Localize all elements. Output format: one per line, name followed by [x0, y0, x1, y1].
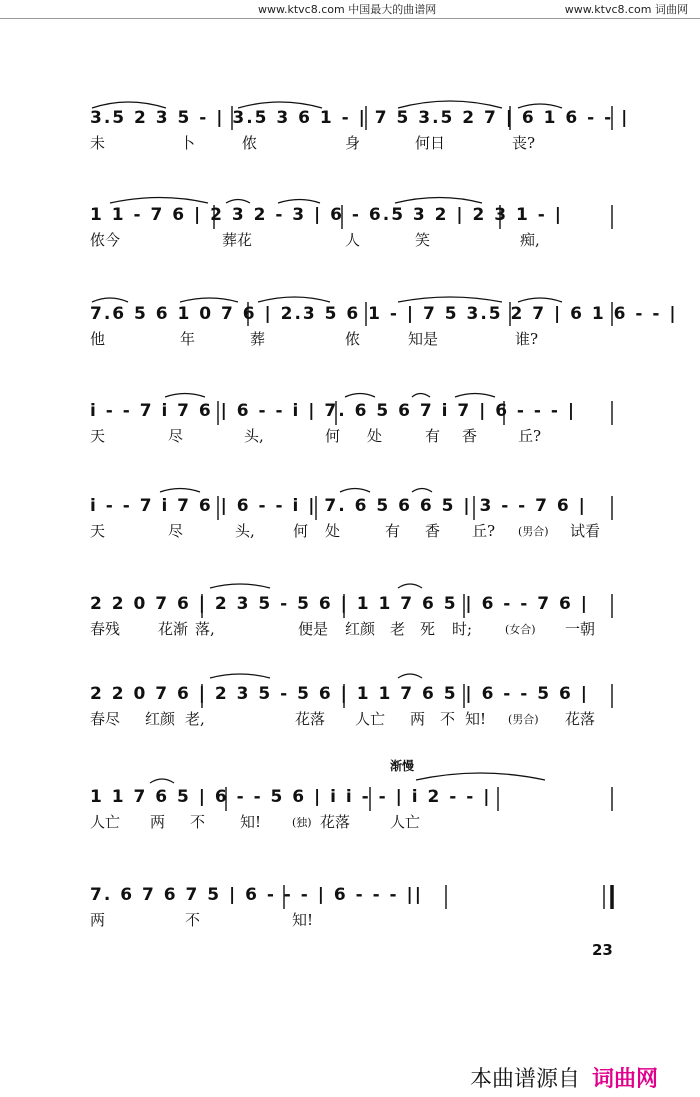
lyric-line: [0, 811, 700, 833]
lyric: 何: [293, 522, 309, 540]
notation-text: 1 1 7 6 5 | 6 - - 5 6 | i i - - | i 2 - - |: [90, 787, 492, 807]
notation-text: 1 1 - 7 6 | 2 3 2 - 3 | 6 - 6.5 3 2 | 2 3 1 - |: [90, 205, 563, 225]
lyric: 老: [390, 620, 406, 638]
lyric: 处: [325, 522, 341, 540]
footer-brand-text: 本曲谱源自: [470, 1067, 581, 1092]
lyric-line: [0, 132, 700, 154]
lyric: 丘?: [472, 522, 496, 540]
lyric-line: [0, 520, 700, 542]
lyric: 落,: [195, 620, 215, 638]
lyric: 知!: [465, 710, 487, 728]
footer-brand: [470, 1062, 658, 1093]
lyric: 笑: [415, 231, 431, 249]
lyric: 香: [462, 427, 478, 445]
lyric: 花落: [565, 710, 596, 728]
lyric: 知是: [408, 330, 439, 348]
lyric: (男合): [518, 525, 549, 538]
header-right-text: www.ktvc8.com 词曲网: [564, 3, 688, 16]
lyric: 知!: [240, 813, 262, 831]
notation-line: [0, 484, 700, 524]
lyric: 人亡: [355, 710, 386, 728]
lyric: 人亡: [90, 813, 121, 831]
lyric: 两: [150, 813, 166, 831]
lyric: 老,: [185, 710, 205, 728]
page-number: 23: [592, 941, 613, 959]
lyric: 尽: [168, 427, 184, 445]
lyric: 谁?: [515, 330, 539, 348]
notation-text: 2 2 0 7 6 | 2 3 5 - 5 6 | 1 1 7 6 5 | 6 - - 7 6 |: [90, 594, 589, 614]
lyric: 他: [90, 330, 106, 348]
lyric-line: [0, 328, 700, 350]
lyric: 痴,: [520, 231, 540, 249]
lyric: 时;: [452, 620, 473, 638]
lyric: 有: [385, 522, 401, 540]
lyric: 天: [90, 522, 106, 540]
lyric: 便是: [298, 620, 329, 638]
tempo-marking: 渐慢: [390, 759, 415, 773]
lyric: 侬: [242, 134, 258, 152]
lyric: 丧?: [512, 134, 536, 152]
lyric: 一朝: [565, 620, 596, 638]
lyric-line: [0, 708, 700, 730]
lyric: 葬花: [222, 231, 253, 249]
notation-text: 3.5 2 3 5 - | 3.5 3 6 1 - | 7 5 3.5 2 7 | 6 1 6 - - |: [90, 108, 630, 128]
lyric: 尽: [168, 522, 184, 540]
lyric: (女合): [505, 623, 536, 636]
lyric: 知!: [292, 911, 314, 929]
lyric: 身: [345, 134, 361, 152]
lyric: 香: [425, 522, 441, 540]
lyric: 头,: [235, 522, 255, 540]
notation-line: [0, 672, 700, 712]
lyric: 春残: [90, 620, 121, 638]
notation-line: [0, 582, 700, 622]
notation-line: [0, 193, 700, 233]
notation-text: 7. 6 7 6 7 5 | 6 - - - | 6 - - - ||: [90, 885, 423, 905]
lyric: 年: [180, 330, 196, 348]
header-left-text: www.ktvc8.com 中国最大的曲谱网: [258, 3, 437, 16]
lyric: 人: [345, 231, 361, 249]
lyric: 有: [425, 427, 441, 445]
lyric: 红颜: [345, 620, 376, 638]
notation-line: [0, 389, 700, 429]
footer-brand-site[interactable]: 词曲网: [592, 1067, 659, 1092]
lyric: 不: [185, 911, 201, 929]
notation-line: [0, 292, 700, 332]
lyric: 死: [420, 620, 436, 638]
notation-text: i - - 7 i 7 6 | 6 - - i | 7. 6 5 6 7 i 7 | 6 - - - |: [90, 401, 577, 421]
lyric: 两: [90, 911, 106, 929]
lyric: 不: [190, 813, 206, 831]
lyric: 天: [90, 427, 106, 445]
lyric: (男合): [508, 713, 539, 726]
lyric-line: [0, 618, 700, 640]
lyric: 处: [367, 427, 383, 445]
lyric: 丘?: [518, 427, 542, 445]
lyric: 花落: [295, 710, 326, 728]
notation-line: [0, 873, 700, 913]
lyric: 春尽: [90, 710, 121, 728]
lyric: 红颜: [145, 710, 176, 728]
notation-line: [0, 775, 700, 815]
lyric: 不: [440, 710, 456, 728]
lyric: 两: [410, 710, 426, 728]
lyric: 人亡: [390, 813, 421, 831]
lyric: 未: [90, 134, 106, 152]
notation-text: 7.6 5 6 1 0 7 6 | 2.3 5 6 1 - | 7 5 3.5 2 7 | 6 1 6 - - |: [90, 304, 678, 324]
lyric: 试看: [570, 522, 601, 540]
lyric: 何: [325, 427, 341, 445]
notation-text: 2 2 0 7 6 | 2 3 5 - 5 6 | 1 1 7 6 5 | 6 - - 5 6 |: [90, 684, 589, 704]
lyric-line: [0, 909, 700, 931]
lyric-line: [0, 425, 700, 447]
lyric: 花落: [320, 813, 351, 831]
lyric: 葬: [250, 330, 266, 348]
lyric: 侬今: [90, 231, 121, 249]
lyric: 侬: [345, 330, 361, 348]
notation-line: [0, 96, 700, 136]
lyric: 头,: [244, 427, 264, 445]
notation-text: i - - 7 i 7 6 | 6 - - i | 7. 6 5 6 6 5 | 3 - - 7 6 |: [90, 496, 587, 516]
lyric: (独): [292, 816, 312, 829]
lyric: 何日: [415, 134, 446, 152]
lyric: 卜: [180, 134, 196, 152]
lyric: 花渐: [158, 620, 189, 638]
lyric-line: [0, 229, 700, 251]
